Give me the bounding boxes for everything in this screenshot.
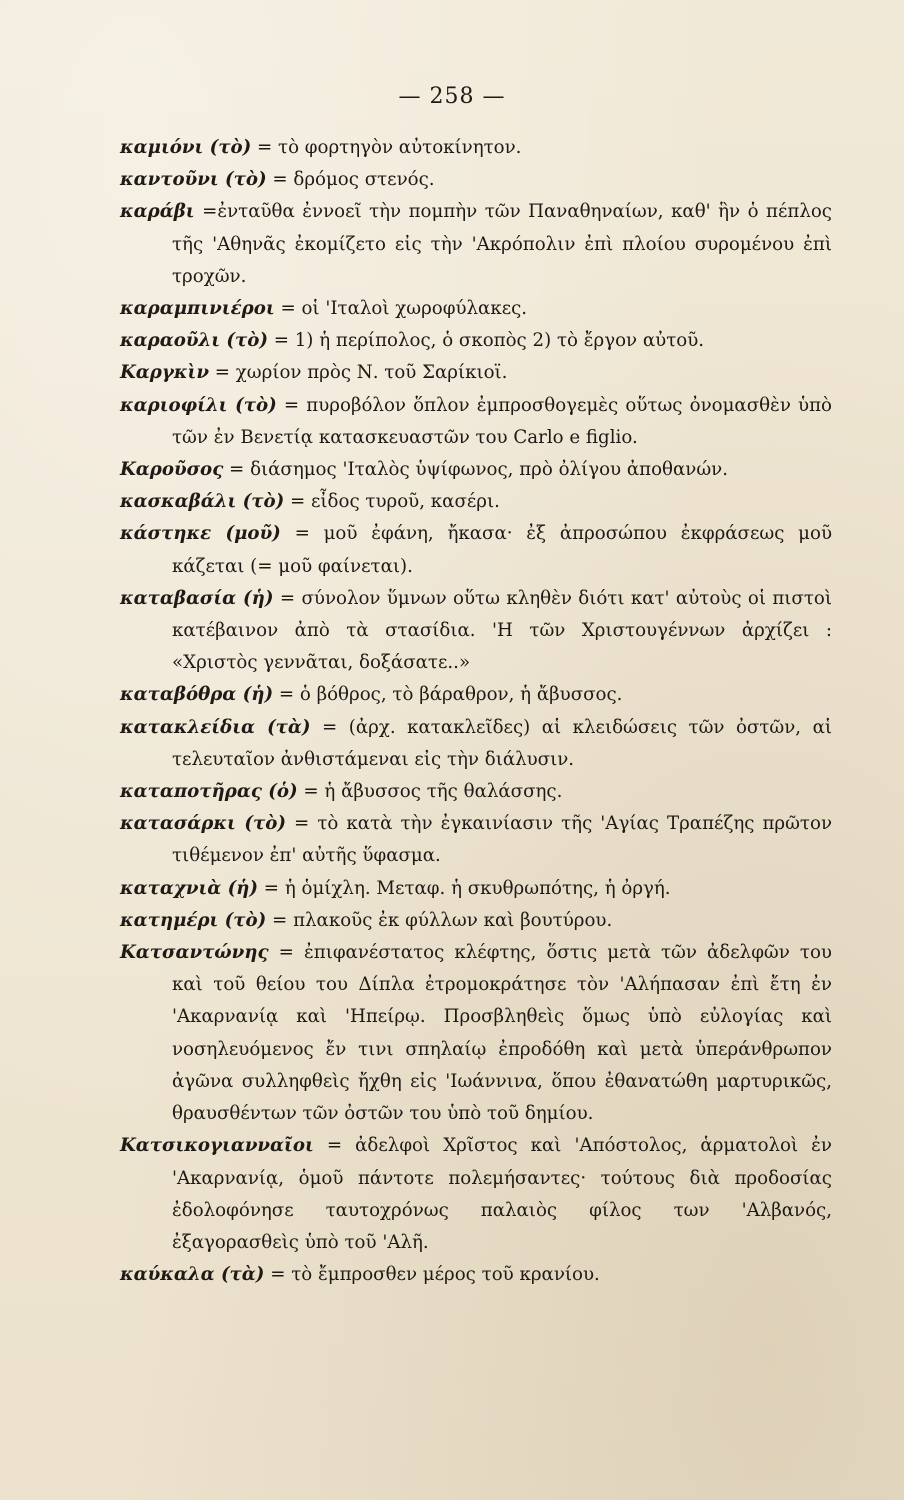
entry-definition: = τὸ φορτηγὸν αὐτοκίνητον. (251, 137, 522, 158)
entry-definition: = χωρίον πρὸς Ν. τοῦ Σαρίκιοϊ. (208, 362, 508, 384)
entry-headword: κατασάρκι (τὸ) (120, 813, 286, 835)
entry-definition: = εἶδος τυροῦ, κασέρι. (284, 491, 500, 513)
glossary-entry (120, 518, 832, 582)
glossary-entry (120, 679, 832, 711)
entry-headword: καράβι (120, 201, 195, 223)
entry-headword: Κατσαντώνης (120, 942, 269, 964)
glossary-entry (120, 808, 832, 872)
entry-definition: = διάσημος 'Ιταλὸς ὑψίφωνος, πρὸ ὀλίγου ἀποθανών. (223, 459, 729, 481)
glossary-entry (120, 454, 832, 486)
entry-definition: = μοῦ ἐφάνη, ἤκασα· ἐξ ἀπροσώπου ἐκφράσεως μοῦ κάζεται (= μοῦ φαίνεται). (172, 523, 832, 577)
entry-definition: = (ἀρχ. κατακλεῖδες) αἱ κλειδώσεις τῶν ὀστῶν, αἱ τελευταῖον ἀνθιστάμεναι εἰς τὴν διάλυσιν. (172, 716, 832, 770)
glossary-entry (120, 712, 832, 776)
glossary-entry (120, 132, 832, 164)
entry-headword: καριοφίλι (τὸ) (120, 394, 277, 416)
entry-headword: καμιόνι (τὸ) (120, 137, 252, 158)
page-number: — 258 — (398, 84, 506, 109)
glossary-entry (120, 905, 832, 937)
glossary-entry (120, 937, 832, 1130)
glossary-entry (120, 390, 832, 454)
glossary-entry (120, 1130, 832, 1259)
entry-definition: = οἱ 'Ιταλοὶ χωροφύλακες. (274, 298, 528, 320)
entry-definition: = πυροβόλον ὅπλον ἐμπροσθογεμὲς οὕτως ὀνομασθὲν ὑπὸ τῶν ἐν Βενετίᾳ κατασκευαστῶν του Carlo e figlio. (172, 394, 832, 448)
entry-definition: = ὁ βόθρος, τὸ βάραθρον, ἡ ἄβυσσος. (273, 684, 623, 706)
entry-headword: καταποτῆρας (ὁ) (120, 781, 298, 803)
glossary-entry (120, 164, 832, 196)
entry-headword: καύκαλα (τὰ) (120, 1264, 265, 1286)
entry-headword: κατημέρι (τὸ) (120, 909, 267, 931)
entry-headword: Καροῦσος (120, 459, 224, 481)
entry-headword: κασκαβάλι (τὸ) (120, 491, 285, 513)
entry-definition: = ἡ ὁμίχλη. Μεταφ. ἡ σκυθρωπότης, ἡ ὀργή. (258, 877, 671, 899)
glossary-entries (120, 132, 832, 1291)
glossary-entry (120, 196, 832, 293)
entry-headword: Κατσικογιανναῖοι (120, 1135, 314, 1157)
glossary-entry (120, 486, 832, 518)
entry-headword: καραμπινιέροι (120, 298, 275, 320)
glossary-entry (120, 873, 832, 905)
entry-definition: = 1) ἡ περίπολος, ὁ σκοπὸς 2) τὸ ἔργον αὐτοῦ. (267, 330, 705, 352)
glossary-entry (120, 776, 832, 808)
entry-headword: καραοῦλι (τὸ) (120, 330, 268, 352)
entry-definition: = ἐπιφανέστατος κλέφτης, ὅστις μετὰ τῶν ἀδελφῶν του καὶ τοῦ θείου του Δίπλα ἐτρομοκράτησε τὸν 'Αλήπασαν ἐπὶ ἔτη ἐν 'Ακαρνανίᾳ καὶ 'Ηπείρῳ. Προσβληθεὶς ὅμως ὑπὸ εὐλογίας καὶ νοσηλευόμενος ἔν τινι σπηλαίῳ ἐπροδόθη καὶ μετὰ ὑπεράνθρωπον ἀγῶνα συλληφθεὶς ἤχθη εἰς 'Ιωάννινα, ὅπου ἐθανατώθη μαρτυρικῶς, θραυσθέντων τῶν ὀστῶν του ὑπὸ τοῦ δημίου. (172, 942, 832, 1125)
entry-definition: = τὸ κατὰ τὴν ἐγκαινίασιν τῆς 'Αγίας Τραπέζης πρῶτον τιθέμενον ἐπ' αὐτῆς ὕφασμα. (172, 813, 833, 867)
entry-headword: κάστηκε (μοῦ) (120, 523, 281, 545)
glossary-entry (120, 583, 832, 680)
entry-headword: Καργκὶν (120, 362, 209, 384)
entry-headword: κατακλείδια (τὰ) (120, 716, 311, 738)
glossary-entry (120, 293, 832, 325)
entry-definition: = ἡ ἄβυσσος τῆς θαλάσσης. (297, 781, 563, 803)
entry-definition: =ἐνταῦθα ἐννοεῖ τὴν πομπὴν τῶν Παναθηναίων, καθ' ἣν ὁ πέπλος τῆς 'Αθηνᾶς ἐκομίζετο εἰς τὴν 'Ακρόπολιν ἐπὶ πλοίου συρομένου ἐπὶ τροχῶν. (172, 201, 832, 287)
entry-definition: = ἀδελφοὶ Χρῖστος καὶ 'Απόστολος, ἁρματολοὶ ἐν 'Ακαρνανίᾳ, ὁμοῦ πάντοτε πολεμήσαντες· τούτους διὰ προδοσίας ἐδολοφόνησε ταυτοχρόνως παλαιὸς φίλος των 'Αλβανός, ἐξαγορασθεὶς ὑπὸ τοῦ 'Αλῆ. (172, 1135, 832, 1253)
entry-headword: καταβόθρα (ἡ) (120, 684, 274, 706)
entry-definition: = δρόμος στενός. (266, 169, 435, 191)
entry-definition: = πλακοῦς ἐκ φύλλων καὶ βουτύρου. (266, 909, 613, 931)
glossary-entry (120, 325, 832, 357)
glossary-entry (120, 357, 832, 389)
entry-definition: = τὸ ἔμπροσθεν μέρος τοῦ κρανίου. (264, 1264, 600, 1286)
entry-definition: = σύνολον ὕμνων οὕτω κληθὲν διότι κατ' αὐτοὺς οἱ πιστοὶ κατέβαινον ἀπὸ τὰ στασίδια. 'Η τῶν Χριστουγέννων ἀρχίζει : «Χριστὸς γεννᾶται, δοξάσατε..» (172, 587, 832, 674)
entry-headword: καταχνιὰ (ἡ) (120, 877, 259, 899)
entry-headword: καντοῦνι (τὸ) (120, 169, 267, 191)
glossary-entry (120, 1259, 832, 1291)
entry-headword: καταβασία (ἡ) (120, 587, 274, 609)
